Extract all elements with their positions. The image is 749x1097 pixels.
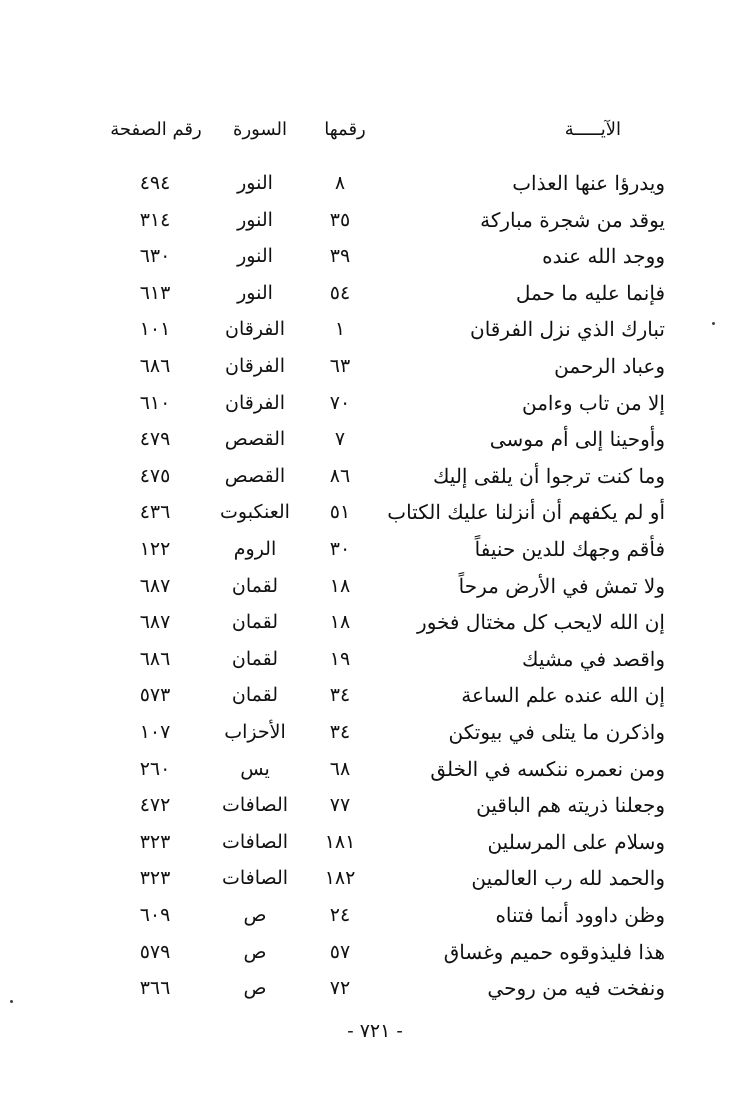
scan-speck — [712, 322, 715, 325]
table-row — [0, 641, 749, 677]
row-verse: واذكرن ما يتلى في بيوتكن — [448, 720, 665, 744]
row-number: ٨٦ — [329, 465, 351, 487]
row-number: ١ — [334, 318, 346, 340]
row-page: ٦٠٩ — [139, 904, 171, 926]
row-number: ١٨١ — [324, 831, 356, 853]
row-page: ٣٢٣ — [139, 831, 171, 853]
row-surah: الصافات — [221, 831, 289, 853]
row-surah: ص — [243, 904, 267, 926]
row-verse: وظن داوود أنما فتناه — [495, 903, 665, 927]
row-surah: النور — [237, 245, 273, 267]
row-verse: فأقم وجهك للدين حنيفاً — [474, 537, 665, 561]
row-verse: وعباد الرحمن — [554, 354, 665, 378]
row-number: ١٨ — [329, 611, 351, 633]
row-page: ٦٨٦ — [139, 648, 171, 670]
row-page: ٤٧٥ — [139, 465, 171, 487]
row-page: ٥٧٩ — [139, 941, 171, 963]
row-verse: وما كنت ترجوا أن يلقى إليك — [432, 464, 665, 488]
row-verse: إن الله عنده علم الساعة — [461, 683, 665, 707]
row-surah: الفرقان — [225, 355, 285, 377]
header-page: رقم الصفحة — [110, 119, 202, 140]
row-surah: الفرقان — [225, 392, 285, 414]
row-surah: لقمان — [231, 648, 279, 670]
row-number: ٣٩ — [329, 245, 351, 267]
row-verse: ونفخت فيه من روحي — [487, 976, 665, 1000]
row-verse: ووجد الله عنده — [542, 244, 665, 268]
header-verse: الآيـــــة — [564, 119, 621, 140]
table-row — [0, 860, 749, 896]
row-number: ١٨٢ — [324, 867, 356, 889]
row-number: ٢٤ — [329, 904, 351, 926]
row-number: ٣٠ — [329, 538, 351, 560]
header-number: رقمها — [324, 119, 366, 140]
row-number: ٥٤ — [329, 282, 351, 304]
row-page: ٢٦٠ — [139, 758, 171, 780]
row-page: ٥٧٣ — [139, 684, 171, 706]
row-page: ٦٨٧ — [139, 575, 171, 597]
row-verse: يوقد من شجرة مباركة — [480, 208, 665, 232]
table-row — [0, 531, 749, 567]
table-row — [0, 604, 749, 640]
row-verse: ومن نعمره ننكسه في الخلق — [430, 757, 665, 781]
row-page: ٦٨٦ — [139, 355, 171, 377]
table-row — [0, 787, 749, 823]
row-surah: لقمان — [231, 575, 279, 597]
page-number: - ٧٢١ - — [347, 1020, 403, 1042]
row-surah: ص — [243, 941, 267, 963]
row-surah: لقمان — [231, 611, 279, 633]
row-surah: الأحزاب — [224, 721, 286, 743]
table-row — [0, 970, 749, 1006]
row-number: ٨ — [334, 172, 346, 194]
table-row — [0, 385, 749, 421]
table-row — [0, 202, 749, 238]
row-number: ٦٣ — [329, 355, 351, 377]
row-page: ٤٧٩ — [139, 428, 171, 450]
row-verse: وسلام على المرسلين — [487, 830, 665, 854]
row-verse: أو لم يكفهم أن أنزلنا عليك الكتاب — [387, 500, 665, 524]
table-row — [0, 311, 749, 347]
row-number: ٧٠ — [329, 392, 351, 414]
row-surah: النور — [237, 172, 273, 194]
row-verse: ولا تمش في الأرض مرحاً — [458, 574, 665, 598]
row-page: ٣٦٦ — [139, 977, 171, 999]
row-surah: ص — [243, 977, 267, 999]
row-verse: هذا فليذوقوه حميم وغساق — [443, 940, 665, 964]
table-header — [0, 112, 749, 148]
row-page: ٣١٤ — [139, 209, 171, 231]
table-row — [0, 751, 749, 787]
row-surah: القصص — [224, 465, 286, 487]
row-surah: يس — [240, 758, 270, 780]
row-number: ٧٢ — [329, 977, 351, 999]
row-verse: واقصد في مشيك — [521, 647, 665, 671]
row-surah: الروم — [233, 538, 277, 560]
row-surah: العنكبوت — [220, 501, 290, 523]
table-row — [0, 421, 749, 457]
row-number: ١٨ — [329, 575, 351, 597]
row-page: ١٢٢ — [139, 538, 171, 560]
table-row — [0, 824, 749, 860]
row-number: ٣٤ — [329, 721, 351, 743]
row-page: ٣٢٣ — [139, 867, 171, 889]
table-row — [0, 348, 749, 384]
row-verse: فإنما عليه ما حمل — [515, 281, 665, 305]
row-verse: وجعلنا ذريته هم الباقين — [476, 793, 665, 817]
table-row — [0, 238, 749, 274]
row-page: ٤٧٢ — [139, 794, 171, 816]
row-surah: القصص — [224, 428, 286, 450]
table-row — [0, 714, 749, 750]
row-number: ٥١ — [329, 501, 351, 523]
table-row — [0, 897, 749, 933]
row-surah: الفرقان — [225, 318, 285, 340]
row-surah: الصافات — [221, 794, 289, 816]
row-number: ٧ — [334, 428, 346, 450]
row-number: ٣٥ — [329, 209, 351, 231]
table-row — [0, 165, 749, 201]
row-page: ٦٣٠ — [139, 245, 171, 267]
header-surah: السورة — [233, 119, 287, 140]
row-surah: الصافات — [221, 867, 289, 889]
row-surah: النور — [237, 209, 273, 231]
row-page: ١٠٧ — [139, 721, 171, 743]
table-row — [0, 494, 749, 530]
row-page: ٦٨٧ — [139, 611, 171, 633]
row-page: ٦١٠ — [139, 392, 171, 414]
row-number: ٧٧ — [329, 794, 351, 816]
row-surah: النور — [237, 282, 273, 304]
row-number: ٦٨ — [329, 758, 351, 780]
row-verse: والحمد لله رب العالمين — [471, 866, 665, 890]
row-verse: تبارك الذي نزل الفرقان — [470, 317, 665, 341]
table-row — [0, 934, 749, 970]
row-surah: لقمان — [231, 684, 279, 706]
table-row — [0, 568, 749, 604]
table-row — [0, 677, 749, 713]
row-verse: إلا من تاب وءامن — [521, 391, 665, 415]
row-number: ٥٧ — [329, 941, 351, 963]
row-page: ٤٩٤ — [139, 172, 171, 194]
row-page: ٤٣٦ — [139, 501, 171, 523]
row-verse: وأوحينا إلى أم موسى — [489, 427, 665, 451]
row-page: ١٠١ — [139, 318, 171, 340]
row-verse: إن الله لايحب كل مختال فخور — [417, 610, 665, 634]
row-verse: ويدرؤا عنها العذاب — [512, 171, 665, 195]
scan-speck — [10, 1000, 13, 1003]
row-page: ٦١٣ — [139, 282, 171, 304]
table-row — [0, 458, 749, 494]
row-number: ٣٤ — [329, 684, 351, 706]
row-number: ١٩ — [329, 648, 351, 670]
table-row — [0, 275, 749, 311]
